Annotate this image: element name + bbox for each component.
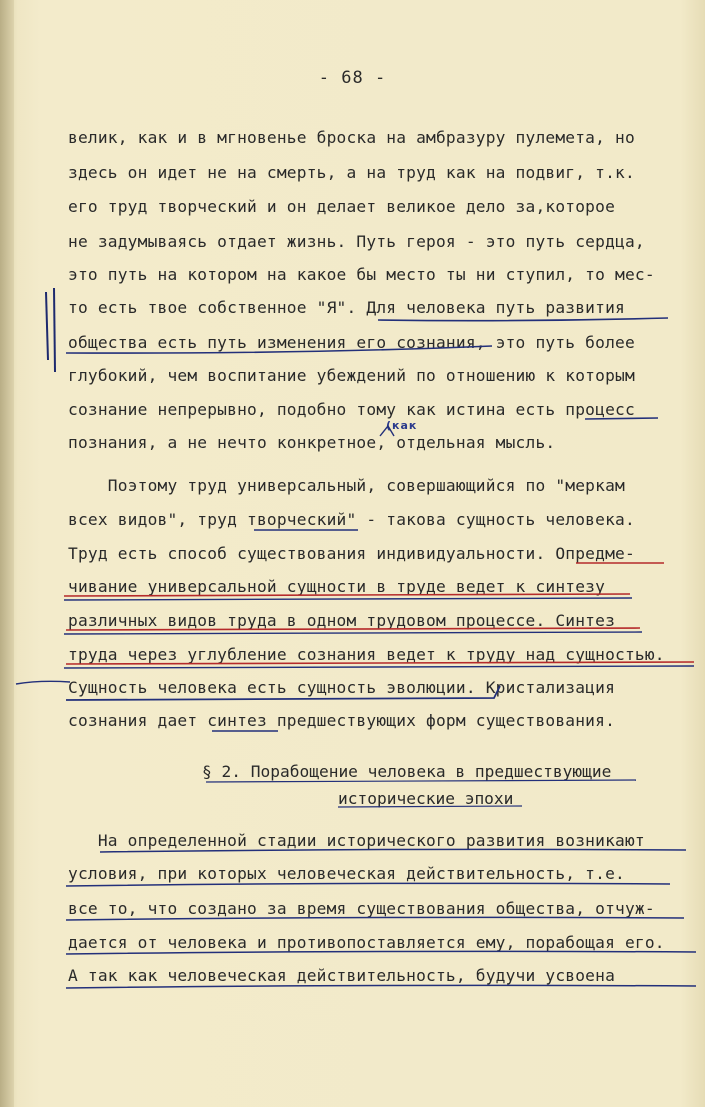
- pen-underline: [64, 598, 632, 600]
- text-line: все то, что создано за время существования общества, отчуж-: [68, 899, 655, 918]
- text-line: не задумываясь отдает жизнь. Путь героя - это путь сердца,: [68, 232, 645, 251]
- text-line: условия, при которых человеческая действительность, т.е.: [68, 864, 625, 883]
- section-heading-cont: исторические эпохи: [338, 789, 514, 808]
- text-line: глубокий, чем воспитание убеждений по отношению к которым: [68, 366, 635, 385]
- text-line: то есть твое собственное "Я". Для человека путь развития: [68, 298, 625, 317]
- section-heading: § 2. Порабощение человека в предшествующие: [202, 762, 612, 781]
- pen-underline: [378, 318, 668, 321]
- pen-underline: [64, 666, 694, 668]
- text-line: общества есть путь изменения его сознания, это путь более: [68, 333, 635, 352]
- text-line: дается от человека и противопоставляется ему, порабощая его.: [68, 933, 665, 952]
- text-line: чивание универсальной сущности в труде ведет к синтезу: [68, 577, 606, 596]
- text-line: сознание непрерывно, подобно тому как истина есть процесс: [68, 400, 635, 419]
- text-line: Труд есть способ существования индивидуальности. Опредме-: [68, 544, 635, 563]
- page-number: - 68 -: [318, 68, 387, 88]
- margin-dash-mark: [16, 681, 70, 684]
- handwritten-insertion: (как: [386, 419, 418, 432]
- text-line: всех видов", труд творческий" - такова сущность человека.: [68, 510, 635, 529]
- text-line: На определенной стадии исторического развития возникают: [68, 831, 645, 850]
- text-line: это путь на котором на какое бы место ты ни ступил, то мес-: [68, 265, 655, 284]
- page-binding-edge: [0, 0, 14, 1107]
- text-line: труда через углубление сознания ведет к труду над сущностью.: [68, 645, 665, 664]
- text-line: познания, а не нечто конкретное, отдельная мысль.: [68, 433, 556, 452]
- text-line: Сущность человека есть сущность эволюции. Кристализация: [68, 678, 616, 697]
- margin-bar-mark: [46, 292, 48, 360]
- margin-bar-mark: [54, 288, 55, 372]
- text-line: велик, как и в мгновенье броска на амбразуру пулемета, но: [68, 128, 635, 147]
- text-line: его труд творческий и он делает великое дело за,которое: [68, 197, 616, 216]
- text-line: Поэтому труд универсальный, совершающийся по "меркам: [68, 476, 625, 495]
- text-line: А так как человеческая действительность, будучи усвоена: [68, 966, 616, 985]
- text-line: здесь он идет не на смерть, а на труд как на подвиг, т.к.: [68, 163, 635, 182]
- text-line: сознания дает синтез предшествующих форм существования.: [68, 711, 616, 730]
- pen-underline: [64, 632, 642, 634]
- text-line: различных видов труда в одном трудовом процессе. Синтез: [68, 611, 616, 630]
